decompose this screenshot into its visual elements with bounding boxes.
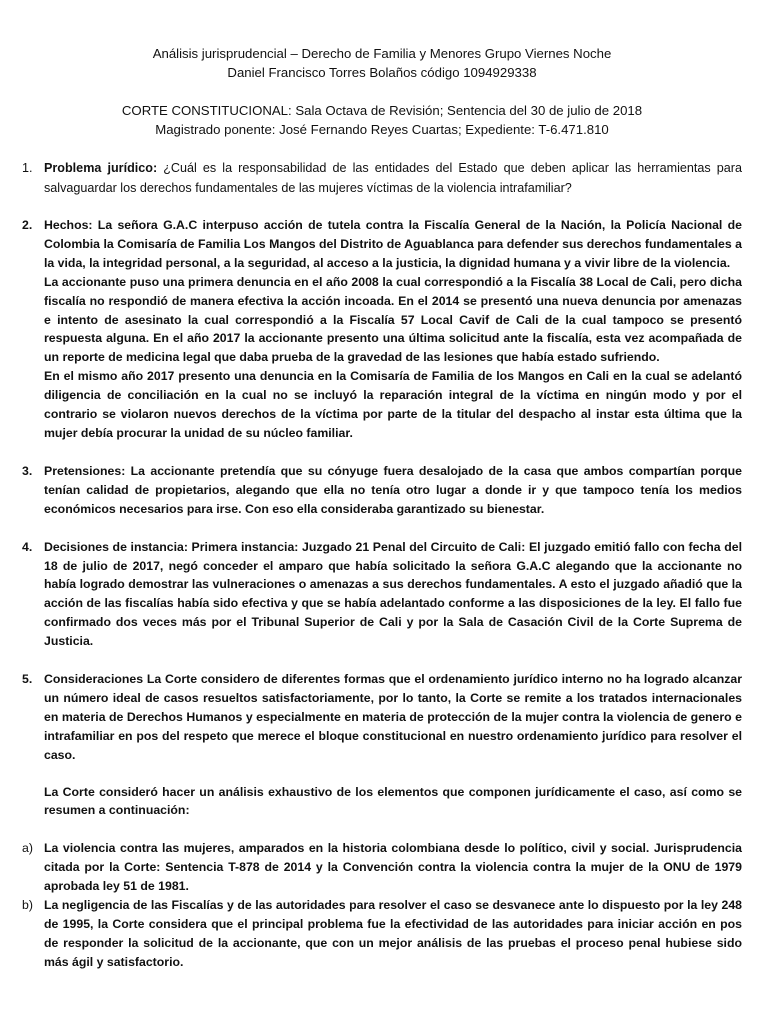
section-label: Problema jurídico:	[44, 161, 158, 175]
section-problema-juridico	[22, 159, 742, 198]
section-decisiones	[22, 538, 742, 651]
paragraph: En el mismo año 2017 presento una denuncia en la Comisaría de Familia de los Mangos en Cali en la cual se adelantó diligencia de conciliación en la cual no se incluyó la reparación integral de la víctima en ningún modo y por el contrario se violaron nuevos derechos de la víctima por parte de la titular del despacho al instar esta última que la mujer debía procurar la unidad de su núcleo familiar.	[44, 369, 742, 440]
section-number: 1.	[22, 161, 33, 175]
header-magistrate: Magistrado ponente: José Fernando Reyes Cuartas; Expediente: T-6.471.810	[155, 122, 609, 137]
section-consideraciones	[22, 670, 742, 820]
section-pretensiones	[22, 462, 742, 519]
section-text	[44, 216, 742, 443]
section-number: 3.	[22, 463, 33, 478]
section-text: Decisiones de instancia: Primera instancia: Juzgado 21 Penal del Circuito de Cali: El juzgado emitió fallo con fecha del 18 de julio de 2017, negó conceder el amparo que había solicitado la señora G.A.C alegando que la accionante no había logrado demostrar las vulneraciones o amenazas a sus derechos fundamentales. A esto el juzgado añadió que la acción de las fiscalías había sido efectiva y que se había adelantado conforme a las disposiciones de la ley. El fallo fue confirmado dos veces más por el Tribunal Superior de Cali y por la Sala de Casación Civil de la Corte Suprema de Justicia.	[44, 539, 742, 649]
section-hechos	[22, 216, 742, 443]
section-text	[44, 670, 742, 820]
header-court: CORTE CONSTITUCIONAL: Sala Octava de Revisión; Sentencia del 30 de julio de 2018	[121, 103, 643, 118]
subsection-a	[22, 839, 742, 896]
subsection-b	[22, 896, 742, 972]
subsection-letter: a)	[22, 841, 33, 856]
subsection-text: La violencia contra las mujeres, amparados en la historia colombiana desde lo político, civil y social. Jurisprudencia citada por la Corte: Sentencia T-878 de 2014 y la Convención contra la violencia contra la mujer de la ONU de 1979 aprobada ley 51 de 1981.	[44, 841, 742, 894]
header-title: Análisis jurisprudencial – Derecho de Familia y Menores Grupo Viernes Noche	[152, 46, 612, 61]
section-number: 2.	[22, 218, 33, 232]
subsection-letter: b)	[22, 898, 33, 913]
document-header	[22, 44, 742, 139]
section-body: ¿Cuál es la responsabilidad de las entidades del Estado que deben aplicar las herramientas para salvaguardar los derechos fundamentales de las mujeres víctimas de la violencia intrafamiliar?	[44, 161, 742, 195]
paragraph: Consideraciones La Corte considero de diferentes formas que el ordenamiento jurídico interno no ha logrado alcanzar un número ideal de casos resueltos satisfactoriamente, por lo tanto, la Corte se remite a los tratados internacionales en materia de Derechos Humanos y especialmente en materia de protección de la mujer contra la violencia de genero e intrafamiliar en pos del respeto que merece el bloque constitucional en nuestro ordenamiento jurídico para resolver el caso.	[44, 672, 742, 762]
section-text	[44, 159, 742, 198]
paragraph: La accionante puso una primera denuncia en el año 2008 la cual correspondió a la Fiscalía 38 Local de Cali, pero dicha fiscalía no respondió de manera efectiva la acción incoada. En el 2014 se presentó una nueva denuncia por amenazas e intento de asesinato la cual correspondió a la Fiscalía 57 Local Cavif de Cali de la cual tampoco se presentó respuesta alguna. En el año 2017 la accionante presento una última solicitud ante la fiscalía, esta vez acompañada de un reporte de medicina legal que daba prueba de la gravedad de las lesiones que había estado sufriendo.	[44, 274, 742, 365]
section-text: Pretensiones: La accionante pretendía que su cónyuge fuera desalojado de la casa que ambos compartían porque tenían calidad de propietarios, alegando que ella no tenía otro lugar a donde ir y que tampoco tenía los medios económicos necesarios para irse. Con eso ella consideraba garantizado su bienestar.	[44, 463, 742, 516]
paragraph: Hechos: La señora G.A.C interpuso acción de tutela contra la Fiscalía General de la Nación, la Policía Nacional de Colombia la Comisaría de Familia Los Mangos del Distrito de Aguablanca para defender sus derechos fundamentales a la vida, la integridad personal, a la seguridad, al acceso a la justicia, la dignidad humana y a vivir libre de la violencia.	[44, 218, 742, 270]
section-number: 5.	[22, 672, 33, 687]
subsection-text: La negligencia de las Fiscalías y de las autoridades para resolver el caso se desvanece ante lo dispuesto por la ley 248 de 1995, la Corte considera que el principal problema fue la efectividad de las autoridades para iniciar acción en pos de responder la solicitud de la accionante, que con un mejor análisis de las pruebas el proceso penal hubiese sido más ágil y satisfactorio.	[44, 898, 742, 969]
section-number: 4.	[22, 539, 33, 554]
paragraph: La Corte consideró hacer un análisis exhaustivo de los elementos que componen jurídicamente el caso, así como se resumen a continuación:	[44, 784, 742, 818]
header-author: Daniel Francisco Torres Bolaños código 1094929338	[227, 65, 537, 80]
